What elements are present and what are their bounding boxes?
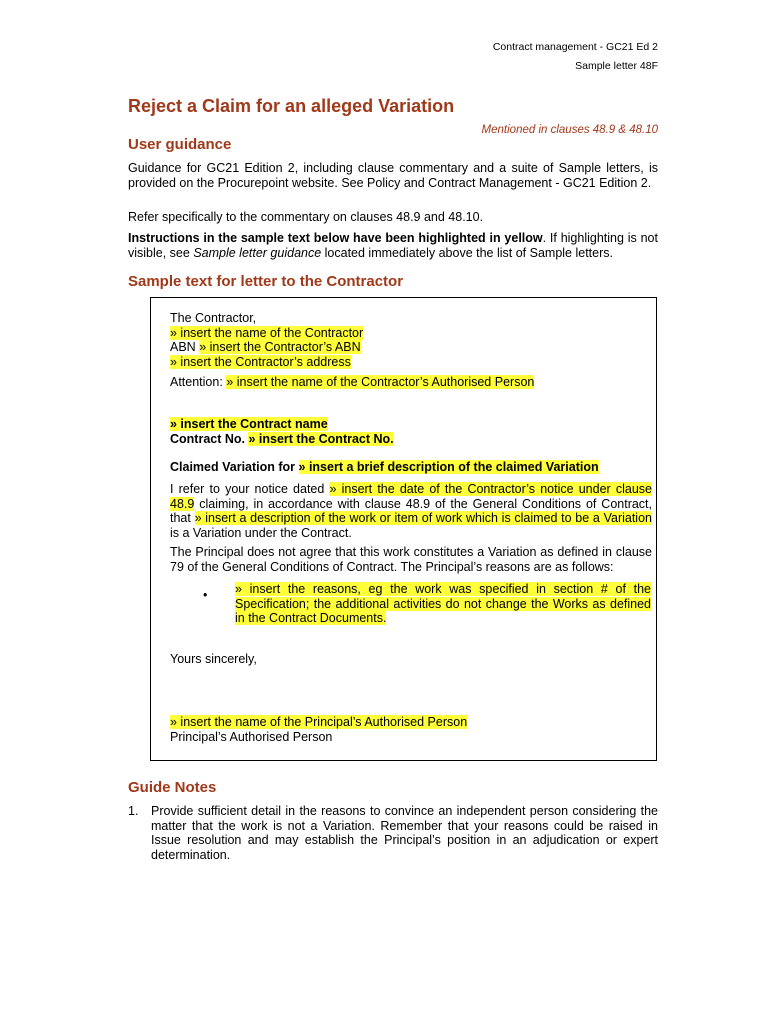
addressee-label: The Contractor,: [170, 311, 257, 325]
attention-label: Attention:: [170, 375, 227, 389]
user-guidance-heading: User guidance: [128, 136, 232, 153]
sample-letter-box: [150, 297, 657, 761]
insert-notice-date: » insert the date of the Contractor’s notice under clause 48.9: [170, 482, 652, 511]
insert-contract-no: » insert the Contract No.: [248, 431, 394, 446]
contract-no-label: Contract No.: [170, 431, 249, 446]
commentary-reference: Refer specifically to the commentary on clauses 48.9 and 48.10.: [128, 210, 484, 224]
guidance-paragraph: Guidance for GC21 Edition 2, including clause commentary and a suite of Sample letters, is provided on the Procurepoint website. See Policy and Contract Management - GC21 Edition 2.: [128, 161, 658, 190]
page-title: Reject a Claim for an alleged Variation: [128, 96, 455, 116]
guide-note-number: 1.: [128, 804, 139, 818]
notice-paragraph: [170, 482, 652, 540]
insert-reasons: » insert the reasons, eg the work was specified in section # of the Specification; the additional activities do not change the Works as defined in the Contract Documents.: [235, 582, 651, 625]
insert-contractor-abn: » insert the Contractor’s ABN: [199, 340, 361, 354]
guide-note-text: Provide sufficient detail in the reasons to convince an independent person considering the matter that the work is not a Variation. Remember that your reasons could be raised in Issue resolution and may establish the Principal’s position in an adjudication or expert determination.: [151, 804, 658, 862]
addressee-block: [170, 311, 652, 369]
insert-authorised-person: » insert the name of the Contractor’s Authorised Person: [226, 375, 535, 389]
signature-block: [170, 715, 652, 744]
insert-contractor-address: » insert the Contractor’s address: [170, 354, 351, 369]
notice-text-c: is a Variation under the Contract.: [170, 525, 352, 540]
closing-salutation: Yours sincerely,: [170, 652, 257, 666]
insert-contract-name: » insert the Contract name: [170, 417, 328, 431]
contract-reference-block: [170, 417, 652, 446]
attention-line: [170, 375, 652, 390]
instructions-italic-text: Sample letter guidance: [193, 245, 322, 260]
highlight-instructions: [128, 231, 658, 260]
instructions-text-b: located immediately above the list of Sample letters.: [321, 245, 613, 260]
insert-contractor-name: » insert the name of the Contractor: [170, 325, 364, 340]
notice-text-a: I refer to your notice dated: [170, 482, 330, 496]
insert-variation-description: » insert a brief description of the claimed Variation: [298, 460, 599, 474]
abn-label: ABN: [170, 340, 200, 354]
signatory-title: Principal’s Authorised Person: [170, 729, 333, 744]
subject-line: [170, 460, 652, 475]
notice-text-b: claiming, in accordance with clause 48.9 of the General Conditions of Contract, that: [170, 496, 652, 525]
header-doc-series: Contract management - GC21 Ed 2: [492, 41, 658, 53]
insert-signatory-name: » insert the name of the Principal’s Authorised Person: [170, 715, 468, 729]
sample-text-heading: Sample text for letter to the Contractor: [128, 273, 404, 290]
disagreement-paragraph: The Principal does not agree that this work constitutes a Variation as defined in clause 79 of the General Conditions of Contract. The Principal’s reasons are as follows:: [170, 545, 652, 574]
instructions-text-a: . If highlighting is not visible, see: [128, 231, 658, 260]
subject-label: Claimed Variation for: [170, 460, 299, 474]
clause-reference: Mentioned in clauses 48.9 & 48.10: [481, 124, 658, 136]
header-letter-number: Sample letter 48F: [575, 60, 658, 72]
insert-work-description: » insert a description of the work or item of work which is claimed to be a Variation: [194, 511, 652, 525]
reasons-bullet: [235, 582, 651, 626]
bullet-icon: •: [203, 588, 208, 602]
instructions-bold-text: Instructions in the sample text below have been highlighted in yellow: [128, 231, 543, 245]
guide-notes-heading: Guide Notes: [128, 779, 217, 796]
